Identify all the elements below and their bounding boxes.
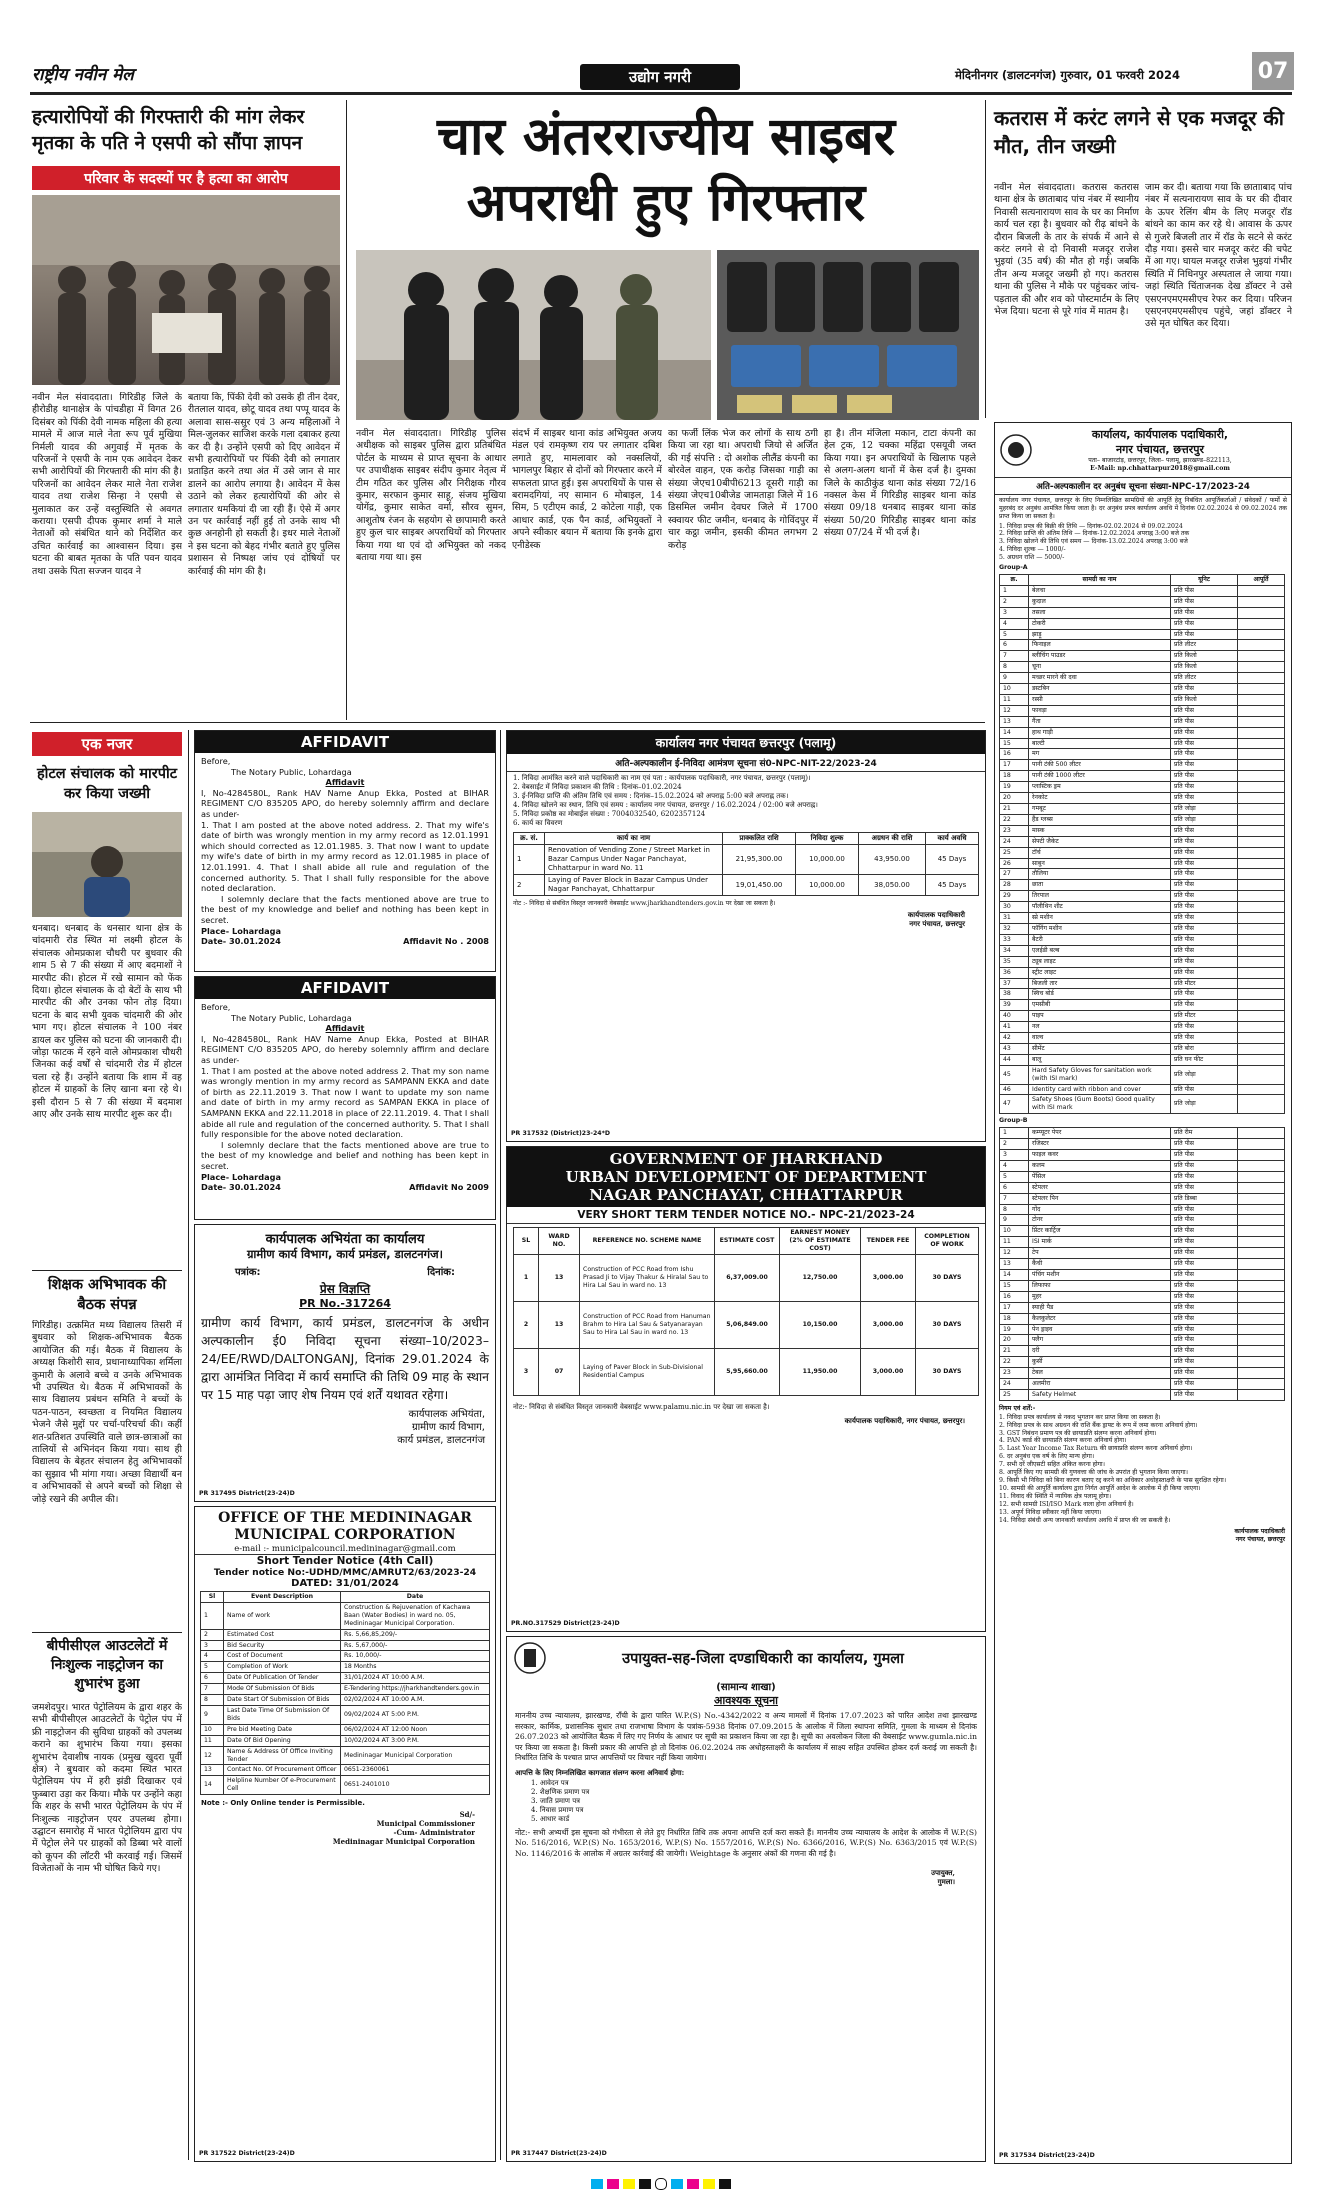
table-row: 3 07 Laying of Paver Block in Sub-Divisional Residential Campus 5,95,660.00 11,950.00 3,000.00 30 DAYS: [514, 1348, 979, 1395]
table-row: 13 कैंची प्रति पीस: [1000, 1259, 1285, 1270]
table-row: 16 मुहर प्रति पीस: [1000, 1291, 1285, 1302]
table-row: 36 स्ट्रीट लाइट प्रति पीस: [1000, 967, 1285, 978]
term-item: 14. निविदा संबंधी अन्य जानकारी कार्यालय अवधि में प्राप्त की जा सकती है।: [999, 1516, 1171, 1524]
group-photo-icon: [32, 195, 340, 385]
table-row: 25 टॉर्च प्रति पीस: [1000, 847, 1285, 858]
table-row: 24 अलमीरा प्रति पीस: [1000, 1379, 1285, 1390]
table-row: 10 प्रिंटर कार्ट्रिज प्रति पीस: [1000, 1226, 1285, 1237]
table-row: 3 तसला प्रति पीस: [1000, 607, 1285, 618]
table-row: 20 रेनकोट प्रति पीस: [1000, 793, 1285, 804]
table-row: 7 Mode Of Submission Of Bids E-Tendering https://jharkhandtenders.gov.in: [201, 1684, 490, 1695]
state-emblem-icon: [513, 1641, 547, 1675]
table-row: 20 फ्लैग प्रति पीस: [1000, 1335, 1285, 1346]
table-row: 4 कलम प्रति पीस: [1000, 1160, 1285, 1171]
chhattarpur-e-tender: कार्यालय नगर पंचायत छत्तरपुर (पलामू) अति-अल्पकालीन ई-निविदा आमंत्रण सूचना सं0-NPC-NIT-22/2023-24 1. निविदा आमंत्रित करने वाले पदाधिकारी का नाम एवं पता : कार्यपालक पदाधिकारी, नगर पंचायत, छत्तरपुर (पलामू)। 2. वेबसाईट में निविदा प्रकाशन की तिथि : दिनांक–01.02.2024 3. ई-निविदा प्राप्ति की अंतिम तिथि एवं समय : दिनांक–15.02.2024 को अपराह्न 5:00 बजे अपराह्न तक। 4. निविदा खोलने का स्थान, तिथि एवं समय : कार्यालय नगर पंचायत, छत्तरपुर / 16.02.2024 / 02:00 बजे अपराह्न। 5. निविदा प्रकोष्ठ का मोबाईल संख्या : 7004032540, 6202357124 6. कार्य का विवरण क्र. सं. कार्य का नाम प्राक्कलित राशि निविदा शुल्क अग्रधन की राशि कार्य अवधि 1 Renovation of Vending Zone / Street Market in Bazar Campus Under Nagar Panchayat, Chhattarpur in ward No. 11 21,95,300.00 10,000.00 43,950.00 45 Days 2 Laying of Paver Block in Bazar Campus Under Nagar Panchayat, Chhattarpur 19,01,450.00 10,000.00 38,050.00 45 Days नोट :- निविदा से संबंधित विस्तृत जानकारी वेबसाईट www.jharkhandtenders.gov.in पर देखा जा सकता है। कार्यपालक पदाधिकारी नगर पंचायत, छत्तरपुर PR 317532 (District)23-24*D: [506, 730, 986, 1142]
table-row: 19 पेन ड्राइव प्रति पीस: [1000, 1324, 1285, 1335]
table-row: 11 Date Of Bid Opening 10/02/2024 AT 3:00 P.M.: [201, 1735, 490, 1746]
table-row: 17 स्याही पैड प्रति पीस: [1000, 1302, 1285, 1313]
main-headline: चार अंतरराज्यीय साइबर अपराधी हुए गिरफ्तार: [437, 107, 895, 233]
left-story-col2: बताया कि, पिंकी देवी को उसके ही तीन देवर, रीतलाल यादव, छोटू यादव तथा पप्पू यादव के अलावा सास-ससुर एवं 3 अन्य महिलाओं ने मिल-जुलकर साजिश करके गला दबाकर हत्या कर दी है। उन्होंने एसपी को दिए आवेदन में सभी हत्यारोपियों पर पिंकी देवी को लगातार प्रताड़ित करने तथा अंत में उसे जान से मार डालने का आरोप लगाया है। आवेदन में केस उठाने को लेकर हत्यारोपियों की ओर से लगातार धमकियां दी जा रही हैं। ऐसे में अगर उन पर कार्रवाई नहीं हुई तो उनके साथ भी कुछ अनहोनी हो सकती है। इधर माले नेताओं ने इस घटना को बेहद गंभीर बताते हुए पुलिस प्रशासन से निष्पक्ष जांच एवं दोषियों पर कार्रवाई की मांग की है।: [188, 392, 340, 577]
table-row: 9 टोनर प्रति पीस: [1000, 1215, 1285, 1226]
table-row: 7 स्टेपलर पिन प्रति डिब्बा: [1000, 1193, 1285, 1204]
notice-line: 2. वेबसाईट में निविदा प्रकाशन की तिथि : दिनांक–01.02.2024: [513, 783, 682, 791]
ek-nazar-headline: होटल संचालक को मारपीट कर किया जख्मी: [36, 766, 178, 802]
term-item: 1. निविदा प्रपत्र कार्यालय से नकद भुगतान कर प्राप्त किया जा सकता है।: [999, 1413, 1161, 1421]
affidavit-2: AFFIDAVIT Before, The Notary Public, Lohardaga Affidavit I, No-4284580L, Rank HAV Name Anup Ekka, Posted at BIHAR REGIMENT C/O 835205 APO, do hereby solemnly affirm and declare as under- 1. That I am posted at the above noted address 2. That my son name was wrongly mention in my army record as SAMPANN EKKA and date of birth as 22.11.2019 3. That now I want to update my son name and date of birth in my army record as SAMPAN EKKA in place of SAMPANN EKKA and 22.11.2018 in place of 22.11.2019. 4. That I shall abide all rule and regulation of the concerned authority. 5. That I shall fully responsible for the above noted declaration. I solemnly declare that the facts mentioned above are true to the best of my knowledge and belief and nothing has been kept in secret. Place- Lohardaga Date- 30.01.2024 Affidavit No 2009: [194, 976, 496, 1220]
table-row: 28 छाता प्रति पीस: [1000, 880, 1285, 891]
term-item: 10. सामग्री की आपूर्ति कार्यालय द्वारा निर्गत आपूर्ति आदेश के आलोक में ही किया जाएगा।: [999, 1484, 1201, 1492]
notice-office-title2: नगर पंचायत, छत्तरपुर: [1116, 443, 1204, 456]
affidavit-1: AFFIDAVIT Before, The Notary Public, Lohardaga Affidavit I, No-4284580L, Rank HAV Name Anup Ekka, Posted at BIHAR REGIMENT C/O 835205 APO, do hereby solemnly affirm and declare as under- 1. That I am posted at the above noted address. 2. That my wife's date of birth was wrongly mention in my army record as 12.01.1991 which should corrected as 12.01.1985. 3. That now I want to update my wife's date of birth in my army record as 12.01.1985 in place of 12.01.1991. 4. That I shall abide all rule and regulation of the concerned authority. 5. That I shall fully responsible for the above noted declaration. I solemnly declare that the facts mentioned above are true to the best of my knowledge and belief and nothing has been kept in secret. Place- Lohardaga Date- 30.01.2024 Affidavit No . 2008: [194, 730, 496, 972]
rate-contract-lines: 1. निविदा प्रपत्र की बिक्री की तिथि — दिनांक-02.02.2024 से 09.02.2024 2. निविदा प्राप्ति की अंतिम तिथि — दिनांक-12.02.2024 अपराह्न 3:00 बजे तक 3. निविदा खोलने की तिथि एवं समय — दिनांक-13.02.2024 अपराह्न 3:00 बजे 4. निविदा शुल्क — 1000/- 5. अग्रधन राशि — 5000/-: [999, 522, 1190, 562]
table-row: 21 दरी प्रति पीस: [1000, 1346, 1285, 1357]
gumla-notice: उपायुक्त-सह-जिला दण्डाधिकारी का कार्यालय, गुमला (सामान्य शाखा) आवश्यक सूचना माननीय उच्च न्यायालय, झारखण्ड, राँची के द्वारा पारित W.P.(S) No.-4342/2022 व अन्य मामलों में दिनांक 17.07.2023 को पारित आदेश तथा झारखण्ड सरकार, कार्मिक, प्रशासनिक सुधार तथा राजभाषा विभाग के पत्रांक-5938 दिनांक 07.09.2015 के आलोक में जिला स्थापना समिति, गुमला के माध्यम से दिनांक 26.07.2023 को आयोजित बैठक में लिए गए निर्णय के आधार पर सूची का प्रकाशन किया जा रहा है। सूची का अवलोकन जिला की वेबसाईट www.gumla.nic.in पर किया जा सकता है। किसी प्रकार की आपत्ति हो तो दिनांक 06.02.2024 तक अधोहस्ताक्षरी के कार्यालय में साक्ष्य सहित उपस्थित होकर दर्ज कराई जा सकती है। निर्धारित तिथि के पश्चात प्राप्त आपत्तियों पर विचार नहीं किया जायेगा। आपत्ति के लिए निम्नलिखित कागजात संलग्न करना अनिवार्य होगा: 1. आवेदन पत्र 2. शैक्षणिक प्रमाण पत्र 3. जाति प्रमाण पत्र 4. निवास प्रमाण पत्र 5. आधार कार्ड नोट:- सभी अभ्यर्थी इस सूचना को गंभीरता से लेते हुए निर्धारित तिथि तक अपना आपत्ति दर्ज करा सकते हैं। माननीय उच्च न्यायालय के आदेश के आलोक में W.P.(S) No. 516/2016, W.P.(S) No. 1653/2016, W.P.(S) No. 1557/2016, W.P.(S) No. 6366/2016, W.P.(S) No. 6363/2015 एवं W.P.(S) No. 1146/2016 के आलोक में अग्रतर कार्रवाई की जायेगी। Weightage के अनुसार अंकों की गणना की गई है। उपायुक्त, गुमला। PR 317447 District(23-24)D: [506, 1636, 986, 2162]
rate-contract-intro: कार्यालय नगर पंचायत, छत्तरपुर के लिए निम्नलिखित सामग्रियों की आपूर्ति हेतु निबंधित आपूर्तिकर्ताओं / संवेदकों / फर्मों से मुहरबंद दर अनुबंध आमंत्रित किया जाता है। दर अनुबंध प्रपत्र कार्यालय अवधि में दिनांक 02.02.2024 से 09.02.2024 तक प्राप्त किया जा सकता है।: [999, 496, 1287, 520]
medininagar-tender: OFFICE OF THE MEDININAGAR MUNICIPAL CORPORATION e-mail :- municipalcouncil.medininagar@gmail.com Short Tender Notice (4th Call) Tender notice No:-UDHD/MMC/AMRUT2/63/2023-24 DATED: 31/01/2024 Sl Event Description Date 1 Name of work Construction & Rejuvenation of Kachawa Baan (Water Bodies) in ward no. 05, Medininagar Municipal Corporation. 2 Estimated Cost Rs. 5,66,85,209/- 3 Bid Security Rs. 5,67,000/- 4 Cost of Document Rs. 10,000/- 5 Completion of Work 18 Months 6 Date Of Publication Of Tender 31/01/2024 AT 10:00 A.M. 7 Mode Of Submission Of Bids E-Tendering https://jharkhandtenders.gov.in 8 Date Start Of Submission Of Bids 02/02/2024 AT 10:00 A.M. 9 Last Date Time Of Submission Of Bids 09/02/2024 AT 5:00 P.M. 10 Pre bid Meeting Date 06/02/2024 AT 12:00 Noon 11 Date Of Bid Opening 10/02/2024 AT 3:00 P.M. 12 Name & Address Of Office Inviting Tender Medininagar Municipal Corporation 13 Contact No. Of Procurement Officer 0651-2360061 14 Helpline Number Of e-Procurement Cell 0651-2401010 Note :- Only Online tender is Permissible. Sd/- Municipal Commissioner -Cum- Administrator Medininagar Municipal Corporation PR 317522 District(23-24)D: [194, 1506, 496, 2162]
table-row: 38 स्विच बोर्ड प्रति पीस: [1000, 989, 1285, 1000]
table-row: 11 ISI मार्क प्रति पीस: [1000, 1237, 1285, 1248]
term-item: 4. PAN कार्ड की छायाप्रति संलग्न करना अनिवार्य होगा।: [999, 1437, 1127, 1445]
notice-line: 3. ई-निविदा प्राप्ति की अंतिम तिथि एवं समय : दिनांक–15.02.2024 को अपराह्न 5:00 बजे अपराह्न तक।: [513, 792, 789, 800]
table-row: 29 तिरपाल प्रति पीस: [1000, 891, 1285, 902]
term-item: 12. सभी सामग्री ISI/ISO Mark वाला होना अनिवार्य है।: [999, 1500, 1134, 1508]
left-story-photo: [32, 195, 340, 385]
main-col2: संदर्भ में साइबर थाना कांड अभियुक्त अजय मंडल एवं रामकृष्ण राय पर लगातार दबिश लगाते हुए, मामलावार को नक्सलियों, भागलपुर बिहार से दोनों को गिरफ्तार करने में सफलता प्राप्त हुई। इस अपराधियों के पास से बरामदगियां, नए सामान 6 मोबाइल, 14 सिम, 5 एटीएम कार्ड, 2 कोटेला गाड़ी, एक आधार कार्ड, एक पैन कार्ड, अभियुक्तों ने अपने स्वीकार बयान में बताया कि इनके द्वारा एनीडेस्क: [512, 428, 662, 551]
main-col1: नवीन मेल संवाददाता। गिरिडीह पुलिस अधीक्षक को साइबर पुलिस द्वारा प्रतिबंधित पोर्टल के माध्यम से प्राप्त सूचना के आधार पर उपाधीक्षक साइबर संदीप कुमार नेतृत्व में टीम गठित कर पुलिस और निरीक्षक गौरव कुमार, सरफान कुमार साहू, संजय मुखिया योगेंद्र, कुमार साकेत वर्मा, सौरव सुमन, आशुतोष रंजन के सहयोग से छापामारी करते हुए कुल चार साइबर अपराधियों को गिरफ्तार किया गया था एवं दो अभियुक्त को नकद बताया गया था। इस: [356, 428, 506, 564]
table-row: 33 बैटरी प्रति पीस: [1000, 934, 1285, 945]
list-item: 1. आवेदन पत्र: [531, 1778, 569, 1787]
table-row: 37 बिजली तार प्रति मीटर: [1000, 978, 1285, 989]
left-story-col1: नवीन मेल संवाददाता। गिरिडीह जिले के हीरोडीह थानाक्षेत्र के पांचडीहा में विगत 26 दिसंबर को पिंकी देवी नामक महिला की हत्या मामले में आज माले नेता रूप पूर्व मुखिया निर्मली यादव की अगुवाई में मृतक के परिजनों ने एसपी के नाम एक आवेदन देकर सभी आरोपियों की गिरफ्तारी की मांग की है। परिजनों का आवेदन लेकर माले नेता राजेश यादव तथा राजेश सिन्हा ने एसपी से मुलाकात कर उन्हें वस्तुस्थिति से अवगत कराया। एसपी दीपक कुमार शर्मा ने माले नेताओं को संबंधित थाने को निर्देशित कर उचित कार्रवाई का आश्वासन दिया। इस घटना की बाबत मृतका के पति पवन यादव तथा उसके पिता सज्जन यादव ने: [32, 392, 182, 577]
table-row: 6 Date Of Publication Of Tender 31/01/2024 AT 10:00 A.M.: [201, 1673, 490, 1684]
group-b-label: Group-B: [999, 1117, 1028, 1125]
table-row: 41 नल प्रति पीस: [1000, 1022, 1285, 1033]
hotel-photo: [32, 812, 182, 917]
table-row: 11 रस्सी प्रति किलो: [1000, 694, 1285, 705]
table-row: 1 Renovation of Vending Zone / Street Market in Bazar Campus Under Nagar Panchayat, Chhattarpur in ward No. 11 21,95,300.00 10,000.00 43,950.00 45 Days: [514, 845, 979, 875]
table-row: 42 वाल्व प्रति पीस: [1000, 1033, 1285, 1044]
rate-contract-footer: PR 317534 District(23-24)D: [999, 2152, 1095, 2160]
bpcl-headline: बीपीसीएल आउटलेटों में निःशुल्क नाइट्रोजन का शुभारंभ हुआ: [46, 1638, 168, 1692]
list-item: 2. शैक्षणिक प्रमाण पत्र: [531, 1787, 590, 1796]
jharkhand-emblem-icon: [999, 433, 1033, 467]
arrested-persons-photo-icon: [356, 250, 711, 420]
term-item: 7. सभी दरें जीएसटी सहित अंकित करना होगा।: [999, 1461, 1105, 1469]
table-row: 5 Completion of Work 18 Months: [201, 1662, 490, 1673]
notice-office-email: E-Mail: np.chhattarpur2018@gmail.com: [1090, 464, 1230, 472]
right-col1: नवीन मेल संवाददाता। कतरास कतरास थाना क्षेत्र के छाताबाद पांच नंबर में स्थानीय निवासी सत्यनारायण साव के घर का निर्माण कार्य चल रहा है। बुधवार को रीढ़ बांधने के दौरान बिजली के तार के संपर्क में आने से करंट लगने से दो निवासी मजदूर राजेश भुइयां (35 वर्ष) की मौत हो गई। जबकि तीन अन्य मजदूर जख्मी हो गए। कतरास थाना की पुलिस ने मौके पर पहुंचकर जांच-पड़ताल की और शव को पोस्टमार्टम के लिए भेज दिया। घटना से पूरे गांव में मातम है।: [994, 182, 1139, 318]
table-row: 5 पेंसिल प्रति पीस: [1000, 1171, 1285, 1182]
table-row: 12 टेप प्रति पीस: [1000, 1248, 1285, 1259]
table-row: 25 Safety Helmet प्रति पीस: [1000, 1389, 1285, 1400]
table-row: 14 पंचिंग मशीन प्रति पीस: [1000, 1269, 1285, 1280]
term-item: 13. अपूर्ण निविदा स्वीकार नहीं किया जाएगा।: [999, 1508, 1102, 1516]
group-b-table: [999, 1127, 1285, 1401]
table-row: 12 फावड़ा प्रति पीस: [1000, 705, 1285, 716]
table-row: 9 Last Date Time Of Submission Of Bids 09/02/2024 AT 5:00 P.M.: [201, 1705, 490, 1724]
table-row: 18 पानी टंकी 1000 लीटर प्रति पीस: [1000, 771, 1285, 782]
gov-jharkhand-tender: GOVERNMENT OF JHARKHAND URBAN DEVELOPMENT OF DEPARTMENT NAGAR PANCHAYAT, CHHATTARPUR VERY SHORT TERM TENDER NOTICE NO.- NPC-21/2023-24 SL WARD NO. REFERENCE NO. SCHEME NAME ESTIMATE COST EARNEST MONEY (2% OF ESTIMATE COST) TENDER FEE COMPLETION OF WORK 1 13 Construction of PCC Road from Ishu Prasad Ji to Vijay Thakur & Hiralal Sau to Hira Lal Sau in ward no. 13 6,37,009.00 12,750.00 3,000.00 30 DAYS 2 13 Construction of PCC Road from Hanuman Brahm to Hira Lal Sau & Satyanarayan Sau to Hira Lal Sau in ward no. 13 5,06,849.00 10,150.00 3,000.00 30 DAYS 3 07 Laying of Paver Block in Sub-Divisional Residential Campus 5,95,660.00 11,950.00 3,000.00 30 DAYS नोट:- निविदा से संबंधित विस्तृत जानकारी वेबसाईट www.palamu.nic.in पर देखा जा सकता है। कार्यपालक पदाधिकारी, नगर पंचायत, छत्तरपुर। PR.NO.317529 District(23-24)D: [506, 1146, 986, 1632]
table-row: 3 Bid Security Rs. 5,67,000/-: [201, 1640, 490, 1651]
table-row: 10 Pre bid Meeting Date 06/02/2024 AT 12:00 Noon: [201, 1724, 490, 1735]
table-row: 19 प्लास्टिक ड्रम प्रति पीस: [1000, 782, 1285, 793]
table-row: 30 पॉलीथिन शीट प्रति पीस: [1000, 902, 1285, 913]
table-row: 22 हैंड ग्लब्स प्रति जोड़ा: [1000, 814, 1285, 825]
table-row: 32 फॉगिंग मशीन प्रति पीस: [1000, 923, 1285, 934]
table-row: 7 ब्लीचिंग पाउडर प्रति किलो: [1000, 651, 1285, 662]
table-row: 2 13 Construction of PCC Road from Hanuman Brahm to Hira Lal Sau & Satyanarayan Sau to Hira Lal Sau in ward no. 13 5,06,849.00 10,150.00 3,000.00 30 DAYS: [514, 1301, 979, 1348]
notice-office-address: पता– बाजारटांड़, छत्तरपुर, जिला– पलामू, झारखण्ड–822113,: [1088, 457, 1232, 464]
list-item: 5. आधार कार्ड: [531, 1814, 570, 1823]
table-row: 46 Identity card with ribbon and cover प्रति पीस: [1000, 1084, 1285, 1095]
table-row: 2 रजिस्टर प्रति पीस: [1000, 1139, 1285, 1150]
table-row: 23 मास्क प्रति पीस: [1000, 825, 1285, 836]
page-number: 07: [1252, 52, 1294, 90]
table-row: 8 Date Start Of Submission Of Bids 02/02/2024 AT 10:00 A.M.: [201, 1695, 490, 1706]
teacher-body: गिरिडीह। उत्क्रमित मध्य विद्यालय तिसरी में बुधवार को शिक्षक-अभिभावक बैठक आयोजित की गई। बैठक में विद्यालय के अध्यक्ष किशोरी साव, प्रधानाध्यापिका शर्मिला कुमारी के अलावे बच्चे व उनके अभिभावक भी उपस्थित थे। बैठक में अभिभावकों के साथ विद्यालय प्रबंधन समिति ने बच्चों के पठन-पाठन, स्वच्छता व नियमित विद्यालय भेजने जैसे मुद्दों पर चर्चा-परिचर्चा की। कहीं शत-प्रतिशत उपस्थिति वाले छात्र-छात्राओं का तालियों से अभिनंदन किया गया। साथ ही विद्यालय के बेहतर संचालन हेतु अभिभावकों का सुझाव भी मांगा गया। अच्छा विद्यार्थी बन व अभिभावकों से अपने बच्चों को शिक्षा से जोड़े रखने की अपील की।: [32, 1320, 182, 1505]
term-item: 11. विवाद की स्थिति में न्यायिक क्षेत्र पलामू होगा।: [999, 1492, 1112, 1500]
table-row: 16 मग प्रति पीस: [1000, 749, 1285, 760]
table-row: 18 कैलकुलेटर प्रति पीस: [1000, 1313, 1285, 1324]
table-row: 8 चूना प्रति किलो: [1000, 662, 1285, 673]
table-row: 12 Name & Address Of Office Inviting Tender Medininagar Municipal Corporation: [201, 1746, 490, 1765]
table-row: 31 स्प्रे मशीन प्रति पीस: [1000, 913, 1285, 924]
main-col4: हा है। तीन मंजिला मकान, टाटा कंपनी का हेल ट्रक, 12 चक्का महिंद्रा एसयूवी जब्त किया गया। इन अपराधियों के खिलाफ पहले से अलग-अलग थानों में केस दर्ज है। दुमका जिले के काठीकुंड थाना कांड संख्या 72/16 नक्सल केस में गिरिडीह साइबर थाना कांड संख्या 09/18 धनबाद साइबर थाना कांड संख्या 50/20 गिरिडीह साइबर थाना कांड संख्या 07/24 में भी दर्ज है।: [824, 428, 976, 539]
table-row: 23 टेबल प्रति पीस: [1000, 1368, 1285, 1379]
table-row: 35 ट्यूब लाइट प्रति पीस: [1000, 956, 1285, 967]
table-row: 45 Hard Safety Gloves for sanitation work (with ISI mark) प्रति जोड़ा: [1000, 1065, 1285, 1084]
table-row: 5 झाड़ू प्रति पीस: [1000, 629, 1285, 640]
table-row: 27 तौलिया प्रति पीस: [1000, 869, 1285, 880]
term-item: 6. दर अनुबंध एक वर्ष के लिए मान्य होगा।: [999, 1453, 1095, 1461]
terms-list: [995, 1414, 1291, 1525]
table-row: 14 हाथ गाड़ी प्रति पीस: [1000, 727, 1285, 738]
left-headline: हत्यारोपियों की गिरफ्तारी की मांग लेकर मृतका के पति ने एसपी को सौंपा ज्ञापन: [32, 106, 305, 154]
table-row: 10 डस्टबिन प्रति पीस: [1000, 684, 1285, 695]
table-row: 17 पानी टंकी 500 लीटर प्रति पीस: [1000, 760, 1285, 771]
masthead-rule: [30, 92, 1292, 95]
table-row: 14 Helpline Number Of e-Procurement Cell 0651-2401010: [201, 1776, 490, 1795]
term-item: 8. आपूर्ति किए गए सामग्री की गुणवत्ता की जांच के उपरांत ही भुगतान किया जाएगा।: [999, 1469, 1188, 1477]
term-item: 9. किसी भी निविदा को बिना कारण बताए रद्द करने का अधिकार अधोहस्ताक्षरी के पास सुरक्षित रहेगा।: [999, 1477, 1227, 1484]
table-row: 4 टोकरी प्रति पीस: [1000, 618, 1285, 629]
rate-contract-sign: कार्यपालक पदाधिकारी नगर पंचायत, छत्तरपुर: [1234, 1528, 1285, 1544]
rwd-press-notice: कार्यपालक अभियंता का कार्यालय ग्रामीण कार्य विभाग, कार्य प्रमंडल, डालटनगंज। पत्रांक: दिनांक: प्रेस विज्ञप्ति PR No.-317264 ग्रामीण कार्य विभाग, कार्य प्रमंडल, डालटनगंज के अधीन अल्पकालीन ई0 निविदा सूचना संख्या–10/2023–24/EE/RWD/DALTONGANJ, दिनांक 29.01.2024 के द्वारा आमंत्रित निविदा में कार्य समाप्ति की तिथि 09 माह के स्थान पर 15 माह पढ़ा जाए शेष नियम एवं शर्तें यथावत रहेगा। कार्यपालक अभियंता, ग्रामीण कार्य विभाग, कार्य प्रमंडल, डालटनगंज PR 317495 District(23-24)D: [194, 1224, 496, 1502]
group-a-table: क्र. सामग्री का नाम यूनिट आपूर्ति 1 बेलचा प्रति पीस 2 कुदाल प्रति पीस 3 तसला प्रति पीस 4 टोकरी प्रति पीस 5 झाड़ू प्रति पीस 6 फिनाइल प्रति लीटर 7 ब्लीचिंग पाउडर प्रति किलो 8 चूना प्रति किलो 9 मच्छर मारने की दवा प्रति लीटर 10 डस्टबिन प्रति पीस 11 रस्सी प्रति किलो 12 फावड़ा प्रति पीस 13 गैंता प्रति पीस 14 हाथ गाड़ी प्रति पीस 15 बाल्टी प्रति पीस 16 मग प्रति पीस 17 पानी टंकी 500 लीटर प्रति पीस 18 पानी टंकी 1000 लीटर प्रति पीस 19 प्लास्टिक ड्रम प्रति पीस 20 रेनकोट प्रति पीस 21 गमबूट प्रति जोड़ा 22 हैंड ग्लब्स प्रति जोड़ा 23 मास्क प्रति पीस 24 सेफ्टी जैकेट प्रति पीस 25 टॉर्च प्रति पीस 26 साबुन प्रति पीस 27 तौलिया प्रति पीस 28 छाता प्रति पीस 29 तिरपाल प्रति पीस 30 पॉलीथिन शीट प्रति पीस 31 स्प्रे मशीन प्रति पीस 32 फॉगिंग मशीन प्रति पीस 33 बैटरी प्रति पीस 34 एलईडी बल्ब प्रति पीस 35 ट्यूब लाइट प्रति पीस 36 स्ट्रीट लाइट प्रति पीस 37 बिजली तार प्रति मीटर 38 स्विच बोर्ड प्रति पीस 39 एमसीबी प्रति पीस 40 पाइप प्रति मीटर 41 नल प्रति पीस 42 वाल्व प्रति पीस 43 सीमेंट प्रति बोरा 44 बालू प्रति घन फीट 45 Hard Safety Gloves for sanitation work (with ISI mark) प्रति जोड़ा 46 Identity card with ribbon and cover प्रति पीस 47 Safety Shoes (Gum Boots) Good quality with ISI mark प्रति जोड़ा: [999, 574, 1285, 1114]
table-row: 47 Safety Shoes (Gum Boots) Good quality with ISI mark प्रति जोड़ा: [1000, 1095, 1285, 1114]
table-row: 21 गमबूट प्रति जोड़ा: [1000, 804, 1285, 815]
paper-name: राष्ट्रीय नवीन मेल: [32, 65, 134, 85]
hotel-owner-photo-icon: [32, 812, 182, 917]
registration-color-bar: [30, 2178, 1292, 2190]
left-kicker: परिवार के सदस्यों पर है हत्या का आरोप: [32, 166, 340, 190]
rate-contract-notice: [994, 422, 1292, 2164]
bpcl-body: जमशेदपुर। भारत पेट्रोलियम के द्वारा शहर के सभी बीपीसीएल आउटलेटों के पेट्रोल पंप में फ्री नाइट्रोजन की सुविधा ग्राहकों को उपलब्ध कराने का शुभारंभ किया गया। इसका शुभारंभ देवाशीष नायक (प्रमुख खुदरा पूर्वी क्षेत्र) ने बुधवार को कदमा स्थित भारत पेट्रोलियम पंप में हरी झंडी दिखाकर एवं फुब्बारा उड़ा कर किया। मौके पर उन्होंने कहा कि शहर के सभी भारत पेट्रोलियम के पंप में निःशुल्क नाइट्रोजन एयर उपलब्ध होगा। उद्घाटन समारोह में भारत पेट्रोलियम द्वारा पंप में पेट्रोल लेने पर ग्राहकों को डिब्बा भरे वालों को कूपन की लॉटरी भी करवाई गई। जिसमें विजेताओं के नाम भी घोषित किये गए।: [32, 1702, 182, 1875]
dateline: मेदिनीनगर (डालटनगंज) गुरुवार, 01 फरवरी 2024: [955, 68, 1180, 82]
term-item: 5. Last Year Income Tax Return की छायाप्रति संलग्न करना अनिवार्य होगा।: [999, 1445, 1193, 1453]
table-row: 2 Estimated Cost Rs. 5,66,85,209/-: [201, 1629, 490, 1640]
table-row: 2 कुदाल प्रति पीस: [1000, 596, 1285, 607]
ek-nazar-body: धनबाद। धनबाद के धनसार थाना क्षेत्र के चांदमारी रोड स्थित मां लक्ष्मी होटल के संचालक ओमप्रकाश चौधरी पर बुधवार की शाम 5 से 7 की संख्या में आए बदमाशों ने मारपीट की। होटल में रखे सामान को फेंक दिया। होटल संचालक के दो बेटों के साथ भी मारपीट की और उनका फोन तोड़ दिया। घटना के बाद सभी युवक चांदमारी की ओर भाग गए। होटल संचालक ने 100 नंबर डायल कर पुलिस को घटना की जानकारी दी। जोड़ा फाटक में रहने वाले ओमप्रकाश चौधरी जिनका कई वर्षों से चांदमारी रोड में होटल चला रहे हैं। उन्होंने बताया कि शाम में वह होटल में ग्राहकों के लिए खाना बना रहे थे। इसी दौरान 5 से 7 की संख्या में बदमाश आए और उनके साथ मारपीट शुरू कर दी।: [32, 923, 182, 1121]
table-row: 44 बालू प्रति घन फीट: [1000, 1054, 1285, 1065]
table-row: 24 सेफ्टी जैकेट प्रति पीस: [1000, 836, 1285, 847]
notice-line: 1. निविदा आमंत्रित करने वाले पदाधिकारी का नाम एवं पता : कार्यपालक पदाधिकारी, नगर पंचायत, छत्तरपुर (पलामू)।: [513, 774, 811, 782]
table-row: 22 कुर्सी प्रति पीस: [1000, 1357, 1285, 1368]
table-row: 1 Name of work Construction & Rejuvenation of Kachawa Baan (Water Bodies) in ward no. 05, Medininagar Municipal Corporation.: [201, 1602, 490, 1629]
terms-title: नियम एवं शर्तें:-: [999, 1404, 1036, 1412]
table-row: 15 लिफाफा प्रति पीस: [1000, 1280, 1285, 1291]
table-row: 39 एमसीबी प्रति पीस: [1000, 1000, 1285, 1011]
right-col2: जाम कर दी। बताया गया कि छातााबाद पांच नंबर में सत्यनारायण साव के घर की दीवार के ऊपर रेलिंग बीम के लिए मजदूर रॉड बांधने का काम कर रहे थे। आवास के ऊपर से गुजरे बिजली तार में रॉड के सटने से करंट दौड़ गया। इससे चार मजदूर करंट की चपेट में आ गए। घायल मजदूर राजेश भुइयां गंभीर स्थिति में निधिनपुर अस्पताल ले जाया गया। जहां स्थिति चिंताजनक देख डॉक्टर ने उसे एसएनएमएमसीएच रेफर कर दिया। परिजन एसएनएमएमसीएच पहुंचे, जहां डॉक्टर ने उसे मृत घोषित कर दिया।: [1145, 182, 1292, 330]
table-row: 13 Contact No. Of Procurement Officer 0651-2360061: [201, 1765, 490, 1776]
table-row: 6 फिनाइल प्रति लीटर: [1000, 640, 1285, 651]
group-a-label: Group-A: [999, 564, 1028, 572]
right-headline: कतरास में करंट लगने से एक मजदूर की मौत, तीन जख्मी: [994, 106, 1284, 158]
term-item: 3. GST निबंधन प्रमाण पत्र की छायाप्रति संलग्न करना अनिवार्य होगा।: [999, 1429, 1157, 1437]
table-row: 26 साबुन प्रति पीस: [1000, 858, 1285, 869]
table-row: 4 Cost of Document Rs. 10,000/-: [201, 1651, 490, 1662]
rate-contract-subtitle: अति-अल्पकालीन दर अनुबंध सूचना संख्या-NPC-17/2023-24: [995, 478, 1291, 495]
table-row: 3 फाइल कवर प्रति पीस: [1000, 1150, 1285, 1161]
table-row: 13 गैंता प्रति पीस: [1000, 716, 1285, 727]
notice-line: 5. निविदा प्रकोष्ठ का मोबाईल संख्या : 7004032540, 6202357124: [513, 810, 706, 818]
table-row: 43 सीमेंट प्रति बोरा: [1000, 1043, 1285, 1054]
ek-nazar-label: एक नजर: [32, 732, 182, 756]
table-row: 34 एलईडी बल्ब प्रति पीस: [1000, 945, 1285, 956]
table-row: 15 बाल्टी प्रति पीस: [1000, 738, 1285, 749]
table-row: 6 स्टेपलर प्रति पीस: [1000, 1182, 1285, 1193]
section-label: उद्योग नगरी: [580, 64, 740, 90]
table-row: 40 पाइप प्रति मीटर: [1000, 1011, 1285, 1022]
list-item: 4. निवास प्रमाण पत्र: [531, 1805, 584, 1814]
table-row: 1 13 Construction of PCC Road from Ishu Prasad Ji to Vijay Thakur & Hiralal Sau to Hira Lal Sau in ward no. 13 6,37,009.00 12,750.00 3,000.00 30 DAYS: [514, 1254, 979, 1301]
table-row: 1 कम्प्यूटर पेपर प्रति रीम: [1000, 1128, 1285, 1139]
term-item: 2. निविदा प्रपत्र के साथ अग्रधन की राशि बैंक ड्राफ्ट के रूप में जमा करना अनिवार्य होगा।: [999, 1421, 1198, 1429]
table-row: 1 बेलचा प्रति पीस: [1000, 585, 1285, 596]
teacher-headline: शिक्षक अभिभावक की बैठक संपन्न: [47, 1277, 167, 1313]
main-col3: का फर्जी लिंक भेज कर लोगों के साथ ठगी किया जा रहा था। अपराधी जियो से अर्जित की गई संपत्ति : दो अशोक लीलैंड कंपनी का बोरवेल वाहन, एक करोड़ जिसका गाड़ी का संख्या जेएच10बीपी6213 दूसरी गाड़ी का संख्या जेएच10बीजेड जामताड़ा जिले में 16 डिसमिल जमीन देवघर जिले में 1700 स्क्वायर फीट जमीन, धनबाद के गोविंदपुर में चार कट्ठा जमीन, इसकी कीमत लगभग 2 करोड़: [668, 428, 818, 551]
notice-line: 6. कार्य का विवरण: [513, 819, 563, 827]
table-row: 9 मच्छर मारने की दवा प्रति लीटर: [1000, 673, 1285, 684]
table-row: 8 गोंद प्रति पीस: [1000, 1204, 1285, 1215]
seized-items-photo: [717, 250, 979, 420]
table-row: 2 Laying of Paver Block in Bazar Campus Under Nagar Panchayat, Chhattarpur 19,01,450.00 10,000.00 38,050.00 45 Days: [514, 875, 979, 896]
list-item: 3. जाति प्रमाण पत्र: [531, 1796, 581, 1805]
seized-phones-photo-icon: [717, 250, 979, 420]
arrest-photo: [356, 250, 711, 420]
notice-office-title1: कार्यालय, कार्यपालक पदाधिकारी,: [1091, 428, 1229, 441]
notice-line: 4. निविदा खोलने का स्थान, तिथि एवं समय : कार्यालय नगर पंचायत, छत्तरपुर / 16.02.2024 / 02:00 बजे अपराह्न।: [513, 801, 818, 809]
